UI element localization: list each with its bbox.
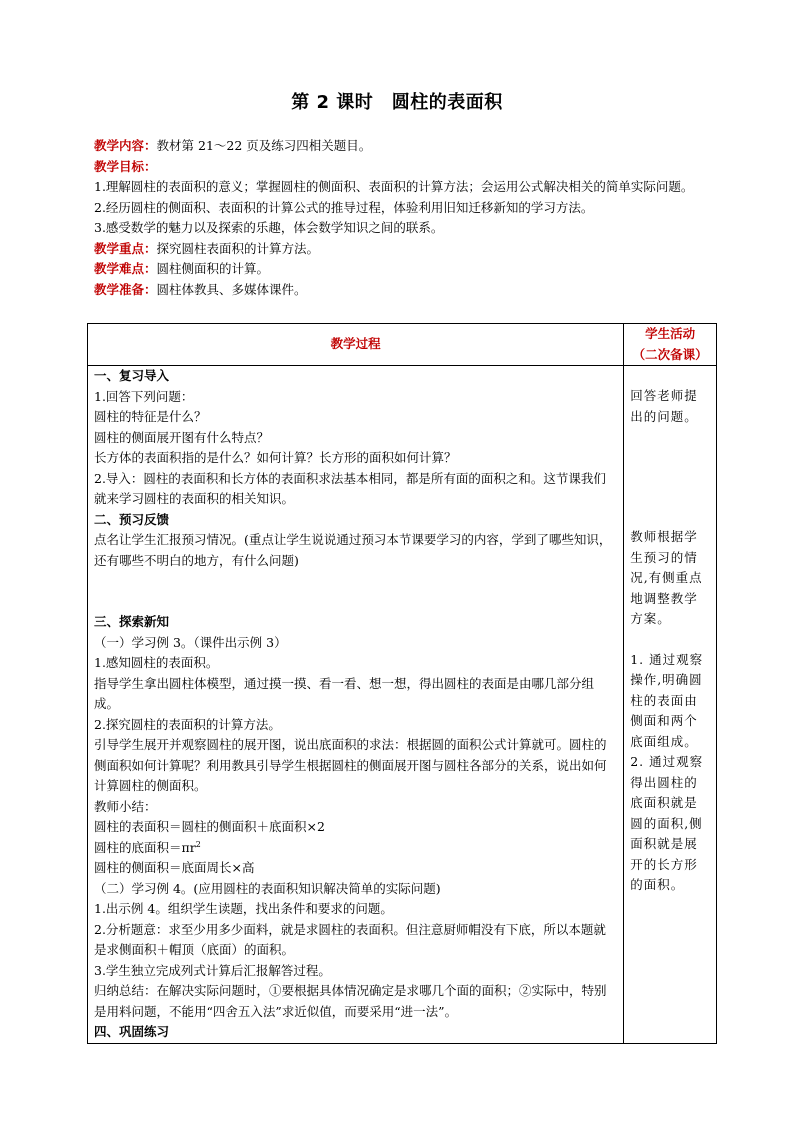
formula-superscript: 2 xyxy=(195,839,201,849)
goal-item: 2.经历圆柱的侧面积、表面积的计算公式的推导过程，体验利用旧知迁移新知的学习方法。 xyxy=(94,199,594,215)
key-text: 探究圆柱表面积的计算方法。 xyxy=(156,240,320,256)
table-header-row xyxy=(88,324,717,366)
text-line: 圆柱的侧面展开图有什么特点？ xyxy=(94,429,270,445)
text-line: 指导学生拿出圆柱体模型，通过摸一摸、看一看、想一想，得出圆柱的表面是由哪几部分组成。 xyxy=(94,675,595,711)
text-line: 1.感知圆柱的表面积。 xyxy=(94,655,219,670)
text-line: 2.导入：圆柱的表面积和长方体的表面积求法基本相同，都是所有面的面积之和。这节课我们就来学习圆柱的表面积的相关知识。 xyxy=(94,470,606,506)
side-note: 1. 通过观察操作,明确圆柱的表面由侧面和两个底面组成。 xyxy=(630,651,704,749)
text-line: 长方体的表面积指的是什么？如何计算？长方形的面积如何计算？ xyxy=(94,450,457,465)
table-body-row xyxy=(88,366,717,1044)
lesson-meta xyxy=(94,136,724,300)
text-line: 引导学生展开并观察圆柱的展开图，说出底面积的求法：根据圆的面积公式计算就可。圆柱的侧面积如何计算呢？利用教具引导学生根据圆柱的侧面展开图与圆柱各部分的关系，说出如何计算圆柱的侧面积。 xyxy=(94,737,607,793)
section-title: 一、复习导入 xyxy=(94,368,170,383)
text-line: 圆柱的表面积＝圆柱的侧面积＋底面积×2 xyxy=(94,819,325,834)
prep-label: 教学准备： xyxy=(94,281,157,297)
text-line: 教师小结： xyxy=(94,798,157,814)
side-note: 教师根据学生预习的情况,有侧重点地调整教学方案。 xyxy=(630,529,703,626)
header-student-activity xyxy=(624,324,717,366)
header-side-line-2: （二次备课） xyxy=(632,346,708,362)
student-activity-cell xyxy=(624,366,717,1044)
content-text: 教材第 21～22 页及练习四相关题目。 xyxy=(156,138,372,153)
text-line: （一）学习例 3。（课件出示例 3） xyxy=(94,634,287,650)
text-line: 2.分析题意：求至少用多少面料，就是求圆柱的表面积。但注意厨师帽没有下底，所以本题就是求侧面积＋帽顶（底面）的面积。 xyxy=(94,921,606,957)
goals-row xyxy=(94,157,724,178)
prep-text: 圆柱体教具、多媒体课件。 xyxy=(156,281,307,297)
page-title: 第 2 课时 圆柱的表面积 xyxy=(291,92,503,113)
text-line: 归纳总结：在解决实际问题时，①要根据具体情况确定是求哪几个面的面积；②实际中，特别是用料问题，不能用“四舍五入法”求近似值，而要采用“进一法”。 xyxy=(94,983,607,1019)
key-label: 教学重点： xyxy=(94,240,157,256)
process-cell xyxy=(88,366,624,1044)
section-title: 三、探索新知 xyxy=(94,614,170,629)
section-title: 四、巩固练习 xyxy=(94,1024,170,1039)
text-line: 3.学生独立完成列式计算后汇报解答过程。 xyxy=(94,962,331,978)
goal-item: 3.感受数学的魅力以及探索的乐趣，体会数学知识之间的联系。 xyxy=(94,220,444,235)
side-note: 2. 通过观察得出圆柱的底面积就是圆的面积,侧面积就是展开的长方形的面积。 xyxy=(630,754,704,892)
goal-item: 1.理解圆柱的表面积的意义；掌握圆柱的侧面积、表面积的计算方法；会运用公式解决相关的简单实际问题。 xyxy=(94,179,694,194)
key-row xyxy=(94,239,724,260)
formula-base: 圆柱的底面积＝πr xyxy=(94,839,196,855)
header-side-line-1: 学生活动 xyxy=(645,326,696,341)
difficulty-text: 圆柱侧面积的计算。 xyxy=(156,261,270,276)
text-line: 圆柱的侧面积＝底面周长×高 xyxy=(94,860,255,875)
text-line: 点名让学生汇报预习情况。(重点让学生说说通过预习本节课要学习的内容，学到了哪些知识，还有哪些不明白的地方，有什么问题) xyxy=(94,532,612,568)
spacer xyxy=(94,571,617,612)
text-line: （二）学习例 4。(应用圆柱的表面积知识解决简单的实际问题) xyxy=(94,880,441,896)
prep-row xyxy=(94,280,724,301)
header-teaching-process: 教学过程 xyxy=(88,324,624,366)
content-label: 教学内容： xyxy=(94,138,157,153)
difficulty-row xyxy=(94,259,724,280)
section-title: 二、预习反馈 xyxy=(94,511,170,527)
side-note: 回答老师提出的问题。 xyxy=(630,388,698,424)
formula-line xyxy=(94,838,617,859)
text-line: 圆柱的特征是什么？ xyxy=(94,409,207,424)
text-line: 2.探究圆柱的表面积的计算方法。 xyxy=(94,716,281,732)
text-line: 1.回答下列问题： xyxy=(94,388,194,404)
goals-label: 教学目标： xyxy=(94,158,157,174)
lesson-table xyxy=(87,323,717,1044)
text-line: 1.出示例 4。组织学生读题，找出条件和要求的问题。 xyxy=(94,901,393,916)
content-row xyxy=(94,136,724,157)
difficulty-label: 教学难点： xyxy=(94,261,157,276)
